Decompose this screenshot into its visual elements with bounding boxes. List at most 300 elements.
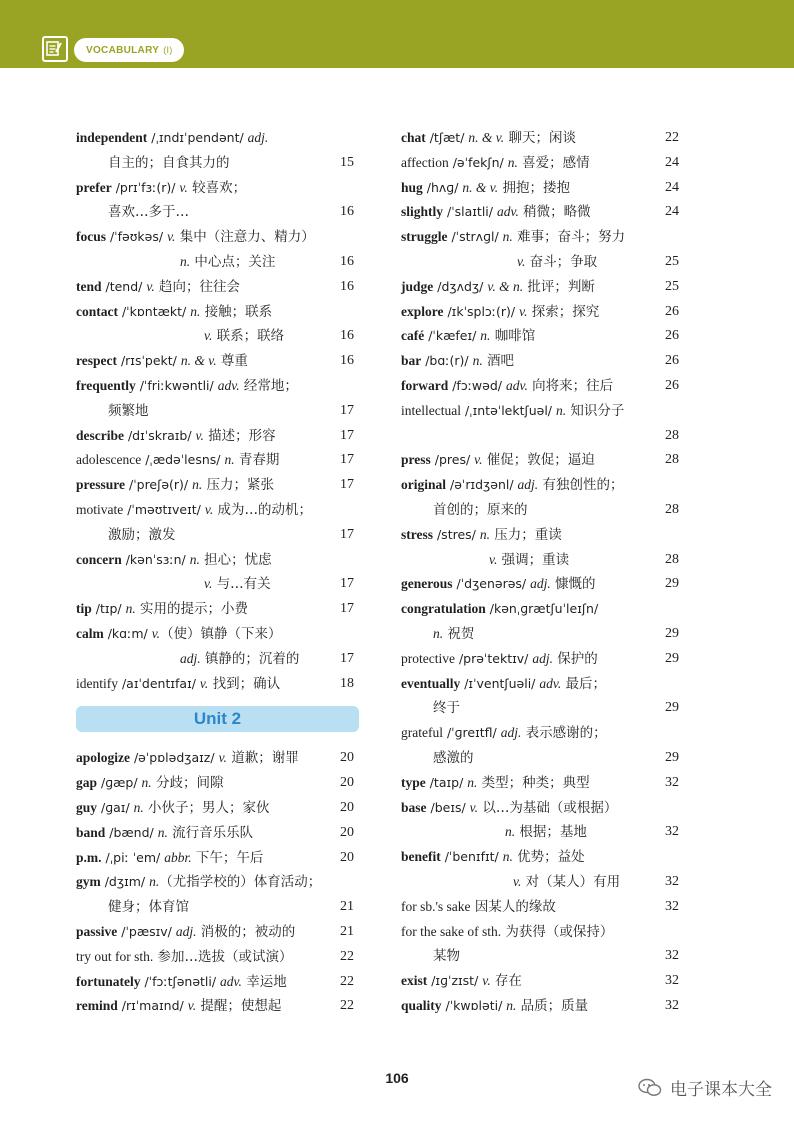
phonetic: /ˈfriːkwəntli/: [135, 377, 218, 393]
vocab-line: [401, 548, 679, 573]
part-of-speech: n.: [555, 402, 567, 418]
vocab-line: [76, 622, 354, 647]
page-ref: 20: [340, 849, 354, 865]
vocab-line: [401, 845, 679, 870]
definition: 消极的；被动的: [196, 923, 296, 940]
phrase: for sb.'s sake: [401, 898, 471, 914]
entry-text: [401, 448, 595, 473]
definition: 拥抱；搂抱: [498, 179, 570, 196]
entry-text: [401, 473, 623, 498]
vocab-line: [76, 176, 354, 201]
entry-text: [76, 672, 280, 697]
vocab-list-unit2: [76, 746, 354, 1019]
phonetic: /beɪs/: [426, 799, 470, 815]
phonetic: /ˈfɔːtʃənətli/: [140, 973, 221, 989]
definition: 向将来；往后: [527, 377, 614, 394]
definition: 激励；激发: [108, 526, 176, 543]
headword: eventually: [401, 675, 461, 691]
phonetic: /ˈslaɪtli/: [443, 204, 497, 220]
entry-text: [76, 374, 298, 399]
entry-text: [401, 225, 625, 250]
definition: 联系；联络: [212, 328, 285, 345]
definition: 实用的提示；小费: [135, 601, 249, 618]
entry-text: [76, 994, 281, 1019]
part-of-speech: n.: [480, 328, 491, 344]
entry-text: [505, 820, 587, 845]
part-of-speech: v.: [204, 576, 213, 592]
definition: 喜爱；感情: [517, 154, 590, 171]
phrase: protective: [401, 650, 455, 666]
headword: forward: [401, 377, 449, 393]
part-of-speech: adj.: [247, 130, 269, 145]
definition: 咖啡馆: [490, 328, 536, 345]
phonetic: /ɡæp/: [97, 775, 142, 791]
headword: gap: [76, 775, 98, 791]
vocab-line: [401, 374, 679, 399]
headword: prefer: [76, 179, 112, 195]
definition: 首创的；原来的: [433, 501, 528, 518]
vocab-line: [401, 225, 679, 250]
vocab-line: [76, 597, 354, 622]
part-of-speech: n.: [190, 303, 201, 319]
definition: 存在: [490, 973, 522, 990]
page-ref: 28: [665, 551, 679, 567]
phonetic: /ɡaɪ/: [97, 799, 134, 815]
part-of-speech: n.: [133, 799, 144, 815]
vocab-line: [76, 424, 354, 449]
entry-text: [401, 349, 514, 374]
part-of-speech: v.: [489, 551, 498, 567]
vocab-line: [401, 250, 679, 275]
entry-text: [401, 275, 595, 300]
definition: 祝贺: [443, 625, 475, 642]
part-of-speech: v.: [482, 973, 491, 989]
definition: 最后；: [561, 675, 607, 692]
vocab-line: [401, 448, 679, 473]
part-of-speech: adv.: [539, 675, 562, 691]
vocab-line: [401, 523, 679, 548]
definition: 知识分子: [566, 402, 625, 419]
phonetic: /tend/: [101, 278, 147, 294]
phrase: for the sake of sth.: [401, 923, 502, 939]
part-of-speech: v.: [204, 328, 213, 344]
vocab-line: [401, 176, 679, 201]
definition: 保护的: [552, 650, 598, 667]
notebook-pencil-icon: [42, 36, 68, 62]
part-of-speech: n.: [125, 601, 136, 617]
phrase: grateful: [401, 725, 443, 741]
definition: 对（某人）有用: [521, 873, 621, 890]
vocab-line: [76, 994, 354, 1019]
vocab-line: [401, 349, 679, 374]
vocab-line: [401, 944, 679, 969]
entry-text: [76, 945, 293, 970]
part-of-speech: v.: [218, 750, 227, 766]
section-label-text: VOCABULARY: [86, 44, 160, 56]
headword: tend: [76, 278, 102, 294]
part-of-speech: adj.: [180, 650, 201, 666]
headword: independent: [76, 130, 148, 145]
definition: 中心点；关注: [190, 253, 276, 270]
page-ref: 22: [340, 998, 354, 1014]
headword: fortunately: [76, 973, 141, 989]
entry-text: [401, 572, 596, 597]
entry-text: [401, 200, 591, 225]
definition: 压力；重读: [489, 526, 562, 543]
vocab-line: [401, 275, 679, 300]
part-of-speech: abbr.: [164, 849, 192, 865]
page-ref: 16: [340, 253, 354, 269]
vocab-line: [76, 349, 354, 374]
entry-text: [204, 572, 271, 597]
part-of-speech: v.: [167, 229, 176, 245]
phonetic: /pres/: [430, 452, 475, 468]
entry-text: [76, 622, 282, 647]
headword: congratulation: [401, 601, 486, 617]
phonetic: /ˈstrʌɡl/: [447, 229, 503, 245]
definition: （尤指学校的）体育活动；: [159, 874, 322, 891]
vocab-line: [76, 572, 354, 597]
vocab-line: [401, 796, 679, 821]
phonetic: /bænd/: [105, 824, 158, 840]
part-of-speech: n.: [157, 824, 168, 840]
page-ref: 16: [340, 278, 354, 294]
vocab-line: [76, 250, 354, 275]
section-label-sub: (I): [163, 45, 173, 55]
vocab-line: [76, 399, 354, 424]
part-of-speech: n.: [189, 551, 200, 567]
entry-text: [401, 300, 599, 325]
entry-text: [76, 349, 248, 374]
definition: 幸运地: [241, 973, 287, 990]
definition: 道歉；谢罪: [226, 750, 299, 767]
headword: describe: [76, 427, 124, 443]
page-ref: 22: [340, 973, 354, 989]
part-of-speech: adj.: [517, 477, 539, 493]
phonetic: /ˌpiː ˈem/: [101, 849, 165, 865]
phonetic: /tʃæt/: [425, 130, 469, 145]
headword: generous: [401, 576, 453, 592]
page-ref: 16: [340, 204, 354, 220]
definition: 品质；质量: [516, 997, 589, 1014]
vocab-line: [401, 696, 679, 721]
headword: chat: [401, 130, 426, 145]
page-ref: 28: [665, 452, 679, 468]
definition: 尊重: [216, 353, 248, 370]
definition: 找到；确认: [208, 675, 281, 692]
entry-text: [180, 647, 299, 672]
headword: type: [401, 774, 426, 790]
definition: 强调；重读: [497, 551, 570, 568]
vocab-line: [401, 324, 679, 349]
definition: 聊天；闲谈: [504, 130, 576, 146]
entry-text: [401, 969, 522, 994]
part-of-speech: v.: [146, 278, 155, 294]
definition: 健身；体育馆: [108, 899, 189, 916]
entry-text: [433, 944, 460, 969]
page-ref: 20: [340, 775, 354, 791]
definition: 感激的: [433, 749, 474, 766]
entry-text: [76, 846, 263, 871]
phonetic: /ˈkɒntækt/: [117, 303, 191, 319]
vocab-line: [401, 920, 679, 945]
vocab-line: [76, 151, 354, 176]
definition: 稍微；略微: [518, 204, 591, 221]
unit-banner: [76, 706, 359, 732]
vocab-line: [76, 672, 354, 697]
vocab-line: [401, 820, 679, 845]
part-of-speech: n.: [467, 774, 478, 790]
entry-text: [401, 126, 576, 151]
entry-text: [401, 994, 588, 1019]
part-of-speech: n.: [180, 253, 191, 269]
part-of-speech: v.: [513, 873, 522, 889]
definition: 根据；基地: [515, 824, 587, 841]
entry-text: [401, 151, 590, 176]
page-ref: 18: [340, 675, 354, 691]
definition: 催促；敦促；逼迫: [482, 452, 595, 469]
vocab-line: [76, 771, 354, 796]
vocab-line: [76, 870, 354, 895]
part-of-speech: v.: [199, 675, 209, 691]
entry-text: [401, 920, 613, 945]
entry-text: [108, 151, 230, 176]
page-ref: 29: [665, 700, 679, 716]
definition: 终于: [433, 700, 460, 717]
headword: stress: [401, 526, 433, 542]
headword: respect: [76, 353, 117, 369]
part-of-speech: n.: [149, 874, 160, 890]
entry-text: [76, 275, 240, 300]
vocab-line: [76, 846, 354, 871]
definition: 喜欢…多于…: [108, 204, 189, 221]
vocab-line: [401, 399, 679, 424]
entry-text: [76, 473, 274, 498]
phonetic: /kənˌɡrætʃuˈleɪʃn/: [485, 601, 599, 617]
vocab-line: [76, 548, 354, 573]
page-ref: 21: [340, 923, 354, 939]
vocab-line: [401, 870, 679, 895]
phonetic: /ˈməʊtɪveɪt/: [123, 501, 205, 517]
headword: band: [76, 824, 106, 840]
entry-text: [76, 597, 248, 622]
phonetic: /ˈdʒenərəs/: [452, 576, 531, 592]
page-ref: 24: [665, 179, 679, 195]
part-of-speech: v.: [187, 998, 197, 1014]
definition: （使）镇静（下来）: [160, 625, 282, 642]
headword: original: [401, 477, 447, 493]
headword: frequently: [76, 377, 136, 393]
vocab-line: [76, 300, 354, 325]
part-of-speech: adj.: [500, 725, 522, 741]
page-ref: 32: [665, 997, 679, 1013]
headword: hug: [401, 179, 423, 195]
page-number: 106: [385, 1070, 409, 1086]
phonetic: /rɪˈmaɪnd/: [117, 998, 188, 1014]
phonetic: /aɪˈdentɪfaɪ/: [118, 675, 200, 691]
phonetic: /prəˈtektɪv/: [454, 650, 533, 666]
definition: 酒吧: [482, 353, 515, 370]
part-of-speech: v.: [517, 253, 526, 269]
phonetic: /dʒʌdʒ/: [433, 278, 488, 294]
part-of-speech: v.: [474, 452, 483, 468]
headword: judge: [401, 278, 434, 294]
vocab-line: [401, 771, 679, 796]
entry-text: [76, 870, 321, 895]
phonetic: /dɪˈskraɪb/: [124, 427, 196, 443]
vocab-line: [76, 200, 354, 225]
part-of-speech: adv.: [496, 204, 519, 220]
phrase: identify: [76, 675, 118, 691]
definition: 集中（注意力、精力）: [175, 229, 315, 246]
part-of-speech: n. & v.: [180, 353, 217, 369]
headword: quality: [401, 997, 442, 1013]
page-ref: 26: [665, 303, 679, 319]
definition: 难事；奋斗；努力: [512, 229, 626, 246]
vocab-line: [401, 424, 679, 449]
phonetic: /tɪp/: [91, 601, 126, 617]
page-ref: 26: [665, 377, 679, 393]
definition: 下午；午后: [191, 849, 264, 866]
entry-text: [76, 448, 279, 473]
entry-text: [401, 796, 617, 821]
entry-text: [433, 746, 474, 771]
definition: 流行音乐乐队: [167, 824, 254, 841]
part-of-speech: v.: [151, 625, 161, 641]
vocab-line: [401, 721, 679, 746]
phrase: affection: [401, 154, 449, 170]
entry-text: [401, 672, 606, 697]
definition: 较喜欢；: [187, 179, 247, 196]
page-ref: 26: [665, 353, 679, 369]
part-of-speech: v. & n.: [487, 278, 524, 294]
headword: gym: [76, 874, 101, 890]
phonetic: /əˈpɒlədʒaɪz/: [130, 750, 219, 766]
phonetic: /hʌɡ/: [422, 179, 463, 195]
part-of-speech: adj.: [175, 923, 197, 939]
page-ref: 32: [665, 774, 679, 790]
phrase: adolescence: [76, 452, 142, 468]
entry-text: [401, 523, 562, 548]
vocab-line: [401, 572, 679, 597]
page-ref: 20: [340, 799, 354, 815]
header-bar: [0, 0, 794, 68]
vocab-line: [76, 225, 354, 250]
part-of-speech: n.: [224, 452, 235, 468]
headword: p.m.: [76, 849, 102, 865]
page-ref: 26: [665, 328, 679, 344]
page-ref: 28: [665, 427, 679, 443]
entry-text: [517, 250, 597, 275]
vocab-line: [401, 151, 679, 176]
definition: 小伙子；男人；家伙: [143, 799, 270, 816]
entry-text: [108, 200, 189, 225]
entry-text: [76, 796, 270, 821]
entry-text: [401, 895, 556, 920]
wechat-icon: [638, 1078, 662, 1098]
page-ref: 16: [340, 328, 354, 344]
vocab-line: [401, 126, 679, 151]
page-ref: 17: [340, 452, 354, 468]
vocab-line: [401, 895, 679, 920]
page-ref: 17: [340, 402, 354, 418]
vocab-line: [76, 895, 354, 920]
vocab-list-unit1: [76, 126, 354, 696]
part-of-speech: n.: [507, 154, 518, 170]
entry-text: [401, 399, 624, 424]
phonetic: /fɔːwəd/: [448, 377, 506, 393]
page-ref: 28: [665, 501, 679, 517]
vocab-line: [76, 523, 354, 548]
definition: 类型；种类；典型: [477, 774, 590, 791]
entry-text: [76, 970, 287, 995]
entry-text: [76, 746, 299, 771]
definition: 经常地；: [239, 377, 298, 394]
part-of-speech: v.: [469, 799, 479, 815]
entry-text: [76, 300, 272, 325]
vocab-line: [401, 300, 679, 325]
headword: base: [401, 799, 427, 815]
part-of-speech: n.: [141, 775, 152, 791]
page-ref: 17: [340, 576, 354, 592]
phonetic: /ˈɡreɪtfl/: [442, 725, 501, 741]
page-ref: 25: [665, 278, 679, 294]
part-of-speech: n.: [505, 824, 516, 840]
headword: bar: [401, 353, 422, 369]
phonetic: /əˈfekʃn/: [448, 154, 508, 170]
definition: 批评；判断: [523, 278, 595, 295]
headword: calm: [76, 625, 104, 641]
definition: 为获得（或保持）: [501, 923, 614, 940]
entry-text: [76, 548, 272, 573]
definition: 成为…的动机；: [213, 501, 312, 518]
part-of-speech: v.: [195, 427, 204, 443]
definition: 压力；紧张: [202, 477, 275, 494]
phonetic: /bɑː(r)/: [421, 353, 473, 369]
vocab-line: [401, 200, 679, 225]
headword: tip: [76, 601, 92, 617]
part-of-speech: n. & v.: [468, 130, 505, 145]
part-of-speech: adv.: [505, 377, 528, 393]
part-of-speech: adj.: [530, 576, 551, 592]
definition: 参加…选拔（或试演）: [153, 948, 293, 965]
phonetic: /ˌɪndɪˈpendənt/: [147, 130, 248, 145]
headword: press: [401, 452, 431, 468]
section-label: [74, 38, 184, 62]
phonetic: /rɪsˈpekt/: [116, 353, 181, 369]
page-ref: 20: [340, 750, 354, 766]
part-of-speech: adv.: [217, 377, 240, 393]
page-ref: 17: [340, 526, 354, 542]
page-ref: 29: [665, 576, 679, 592]
part-of-speech: adj.: [532, 650, 553, 666]
headword: pressure: [76, 477, 126, 493]
page-ref: 17: [340, 601, 354, 617]
headword: passive: [76, 923, 118, 939]
watermark-text: 电子课本大全: [670, 1080, 772, 1100]
vocab-line: [76, 126, 354, 151]
phonetic: /kɑːm/: [103, 625, 152, 641]
headword: apologize: [76, 750, 130, 766]
vocab-line: [401, 746, 679, 771]
vocab-line: [76, 970, 354, 995]
vocab-line: [401, 969, 679, 994]
left-column: [76, 126, 354, 1019]
phonetic: /ˈpreʃə(r)/: [125, 477, 193, 493]
vocab-line: [76, 324, 354, 349]
definition: 奋斗；争取: [525, 253, 598, 270]
phonetic: /ˈpæsɪv/: [117, 923, 176, 939]
